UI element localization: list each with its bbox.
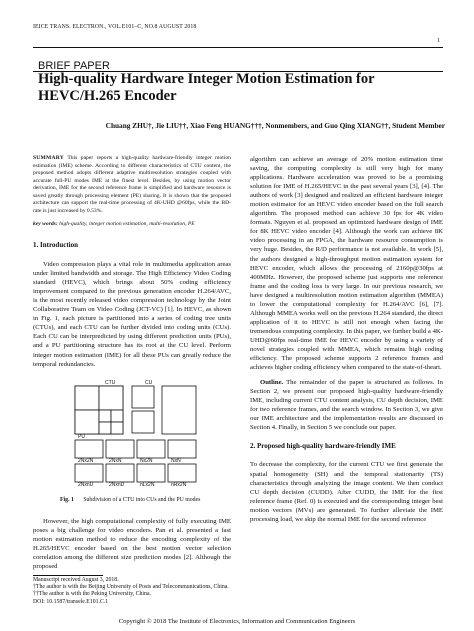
pu-mode-4: NxN — [171, 458, 181, 464]
page-number: 1 — [437, 38, 440, 44]
pu-mode-5: 2NxnU — [78, 482, 94, 488]
ctu-label: CTU — [105, 380, 116, 386]
footnote-affiliation-2: ††The author is with the Peking University, China. — [33, 591, 151, 598]
copyright-line: Copyright © 2018 The Institute of Electronics, Information and Communication Engineers — [118, 618, 356, 625]
intro-section — [33, 241, 231, 369]
figure-ctu-subdivision — [70, 378, 205, 488]
pu-label: PU — [78, 434, 85, 440]
summary-block — [33, 155, 231, 215]
section-2-heading: 2. Proposed high-quality hardware-friendly IME — [250, 442, 396, 451]
outline-text: The remainder of the paper is structured as follows. In Section 2, we present our proposed high-quality hardware-friendly IME, including current CTU content analysis, CU depth decision, IME for two reference frames, and the search window. In Section 3, we give our IME architecture and the implementation results are discussed in Section 4. Finally, in Section 5 we conclude our paper. — [250, 379, 443, 432]
intro-heading: 1. Introduction — [33, 241, 78, 249]
running-head: IEICE TRANS. ELECTRON., VOL.E101–C, NO.8 AUGUST 2018 — [33, 24, 197, 30]
right-column — [250, 155, 443, 524]
intro-paragraph-2-text: However, the high computational complexity of fully executing IME poses a big challenge for video encoders. Pan et al. presented a fast motion estimation method to reduce the encoding complexity of the H.265/HEVC encoder based on the best motion vector selection correlation among the different size prediction modes [2]. Although the proposed — [33, 518, 231, 571]
pu-mode-7: nLx2N — [140, 482, 155, 488]
figure-caption — [60, 497, 230, 503]
pu-mode-1: 2Nx2N — [78, 458, 94, 464]
section-2-paragraph: To decrease the complexity, for the current CTU we first generate the spatial homogeneity (SH) and the temporal stationarity (TS) characteristics through analyzing the image content. We then conduct CU depth decision (CUDD). After CUDD, the IME for the first reference frame (Ref. 0) is executed and the corresponding integer best motion vectors (MVs) are generated. To further alleviate the IME processing load, we skip the normal IME for the second reference — [250, 461, 443, 523]
keywords-block — [33, 221, 231, 227]
footnote-manuscript: Manuscript received August 3, 2018. — [33, 577, 119, 583]
figure-caption-text: Subdivision of a CTU into CUs and the PU modes — [83, 497, 201, 503]
pu-mode-2: 2NxN — [109, 458, 122, 464]
figure-caption-label: Fig. 1 — [60, 497, 74, 503]
footnote-doi: DOI: 10.1587/transele.E101.C.1 — [33, 598, 109, 605]
pu-mode-6: 2NxnD — [109, 482, 125, 488]
intro-paragraph-2 — [33, 517, 231, 571]
paper-title: High-quality Hardware Integer Motion Estimation for HEVC/H.265 Encoder — [38, 71, 375, 104]
footnote-affiliation-1: †The author is with the Beijing University of Posts and Telecommunications, China. — [33, 584, 229, 591]
right-paragraph-1: algorithm can achieve an average of 20% motion estimation time saving, the computing complexity is still very high for many applications. Hardware acceleration was proved to be a promising solution for IME of H.265/HEVC in the past several years [3], [4]. The authors of work [3] designed and realized an efficient hardware integer motion estimator for an HEVC video encoder based on the full search algorithm. The proposed method can achieve 30 fps for 4K video formats. Nguyen et al. proposed an optimized hardware design of IME for 8K HEVC video encoder [4]. Although the work can achieve 8K video processing in an FPGA, the hardware resource consumption is very huge. Besides, the R/D performance is not available. In work [5], the authors designed a high-throughput motion estimation system for HEVC encoder, which allows the processing of 2160p@30fps at 400MHz. However, the proposed scheme just supports one reference frame and the coding loss is very large. In our previous research, we have designed a multiresolution motion estimation algorithm (MMEA) to lower the computational complexity for H.264/AVC [6], [7]. Although MMEA works well on the previous H.264 standard, the direct application of it to HEVC is still not enough when facing the tremendous computing complexity. In this paper, we further build a 4K-UHD@60fps real-time IME for HEVC encoder by using a variety of novel strategies coupled with MMEA, which remains high coding efficiency. The proposed scheme supports 2 reference frames and achieves higher coding efficiency when compared to the state-of-theart. — [250, 156, 443, 372]
cu-label: CU — [145, 380, 153, 386]
summary-text: This paper reports a high-quality hardware-friendly integer motion estimation (IME) scheme. According to different characteristics of CTU content, the proposed method adopts different adaptive multiresolution strategies coupled with accurate full-PU modes IME at the finest level. Besides, by using motion vector derivation, IME for the second reference frame is simplified and hardware resource is saved greatly through processing element (PE) sharing. It is shown that the proposed architecture can support the real-time processing of 4K-UHD @60fps, while the BD-rate is just increased by 0.53%. — [33, 155, 231, 214]
outline-paragraph — [250, 378, 443, 432]
outline-label: Outline. — [260, 379, 284, 387]
author-list: Chuang ZHU†, Jie LIU††, Xiao Feng HUANG†††, Nonmembers, and Guo Qing XIANG††, Student Member — [105, 121, 445, 130]
intro-paragraph-1: Video compression plays a vital role in multimedia application areas under limited bandwidth and storage. The High Efficiency Video Coding standard (HEVC), which brings about 50% coding efficiency improvement compared to the previous generation encoder H.264/AVC, is the most recently released video compression technology by the Joint Collaborative Team on Video Coding (JCT-VC) [1]. In HEVC, as shown in Fig. 1, each picture is partitioned into a series of coding tree units (CTUs), and each CTU can be further divided into coding units (CUs). Each CU can be interpredicted by using different prediction units (PUs), and a PU partitioning structure has its root at the CU level. Perform integer motion estimation (IME) for all these PUs can greatly reduce the temporal redundancies. — [33, 261, 231, 368]
header-rule — [33, 47, 443, 48]
pu-mode-8: nRx2N — [171, 482, 187, 488]
footnotes — [33, 577, 231, 606]
paper-category: BRIEF PAPER — [38, 60, 110, 72]
keywords-label: key words: — [33, 221, 58, 227]
keywords-text: high-quality, integer motion estimation, multi-resolution, PE — [59, 221, 195, 227]
summary-label: SUMMARY — [33, 155, 65, 161]
footnote-rule — [33, 575, 103, 576]
pu-mode-3: Nx2N — [140, 458, 153, 464]
